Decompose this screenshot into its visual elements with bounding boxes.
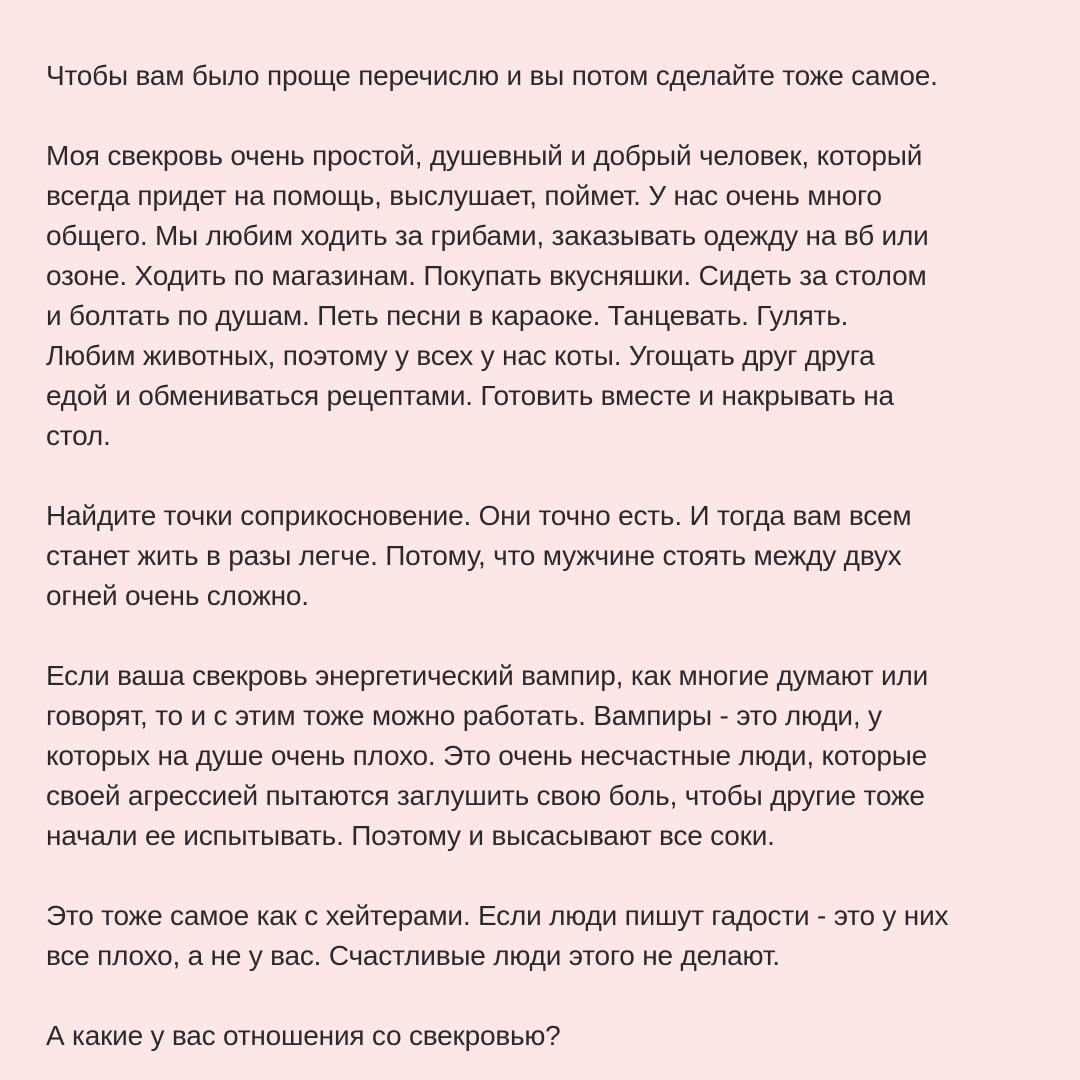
paragraph-mother-in-law-description — [46, 136, 1040, 456]
text-line: Найдите точки соприкосновение. Они точно есть. И тогда вам всем — [46, 500, 912, 531]
text-line: станет жить в разы легче. Потому, что мужчине стоять между двух — [46, 540, 902, 571]
paragraph-energy-vampire — [46, 656, 1040, 856]
text-line: А какие у вас отношения со свекровью? — [46, 1020, 561, 1051]
text-line: говорят, то и с этим тоже можно работать. Вампиры - это люди, у — [46, 700, 882, 731]
text-line: своей агрессией пытаются заглушить свою боль, чтобы другие тоже — [46, 780, 925, 811]
text-line: общего. Мы любим ходить за грибами, заказывать одежду на вб или — [46, 220, 929, 251]
text-line: огней очень сложно. — [46, 580, 309, 611]
text-line: озоне. Ходить по магазинам. Покупать вкусняшки. Сидеть за столом — [46, 260, 927, 291]
text-line: Чтобы вам было проще перечислю и вы потом сделайте тоже самое. — [46, 60, 938, 91]
text-line: всегда придет на помощь, выслушает, поймет. У нас очень много — [46, 180, 882, 211]
paragraph-haters — [46, 896, 1040, 976]
text-line: едой и обмениваться рецептами. Готовить вместе и накрывать на — [46, 380, 894, 411]
paragraph-common-ground — [46, 496, 1040, 616]
text-line: Если ваша свекровь энергетический вампир, как многие думают или — [46, 660, 929, 691]
paragraph-intro — [46, 56, 1040, 96]
text-line: Это тоже самое как с хейтерами. Если люди пишут гадости - это у них — [46, 900, 949, 931]
text-line: и болтать по душам. Петь песни в караоке. Танцевать. Гулять. — [46, 300, 849, 331]
text-line: начали ее испытывать. Поэтому и высасывают все соки. — [46, 820, 775, 851]
text-line: которых на душе очень плохо. Это очень несчастные люди, которые — [46, 740, 927, 771]
text-line: стол. — [46, 420, 111, 451]
paragraph-question — [46, 1016, 1040, 1056]
text-line: Любим животных, поэтому у всех у нас коты. Угощать друг друга — [46, 340, 875, 371]
text-line: все плохо, а не у вас. Счастливые люди этого не делают. — [46, 940, 780, 971]
text-line: Моя свекровь очень простой, душевный и добрый человек, который — [46, 140, 923, 171]
